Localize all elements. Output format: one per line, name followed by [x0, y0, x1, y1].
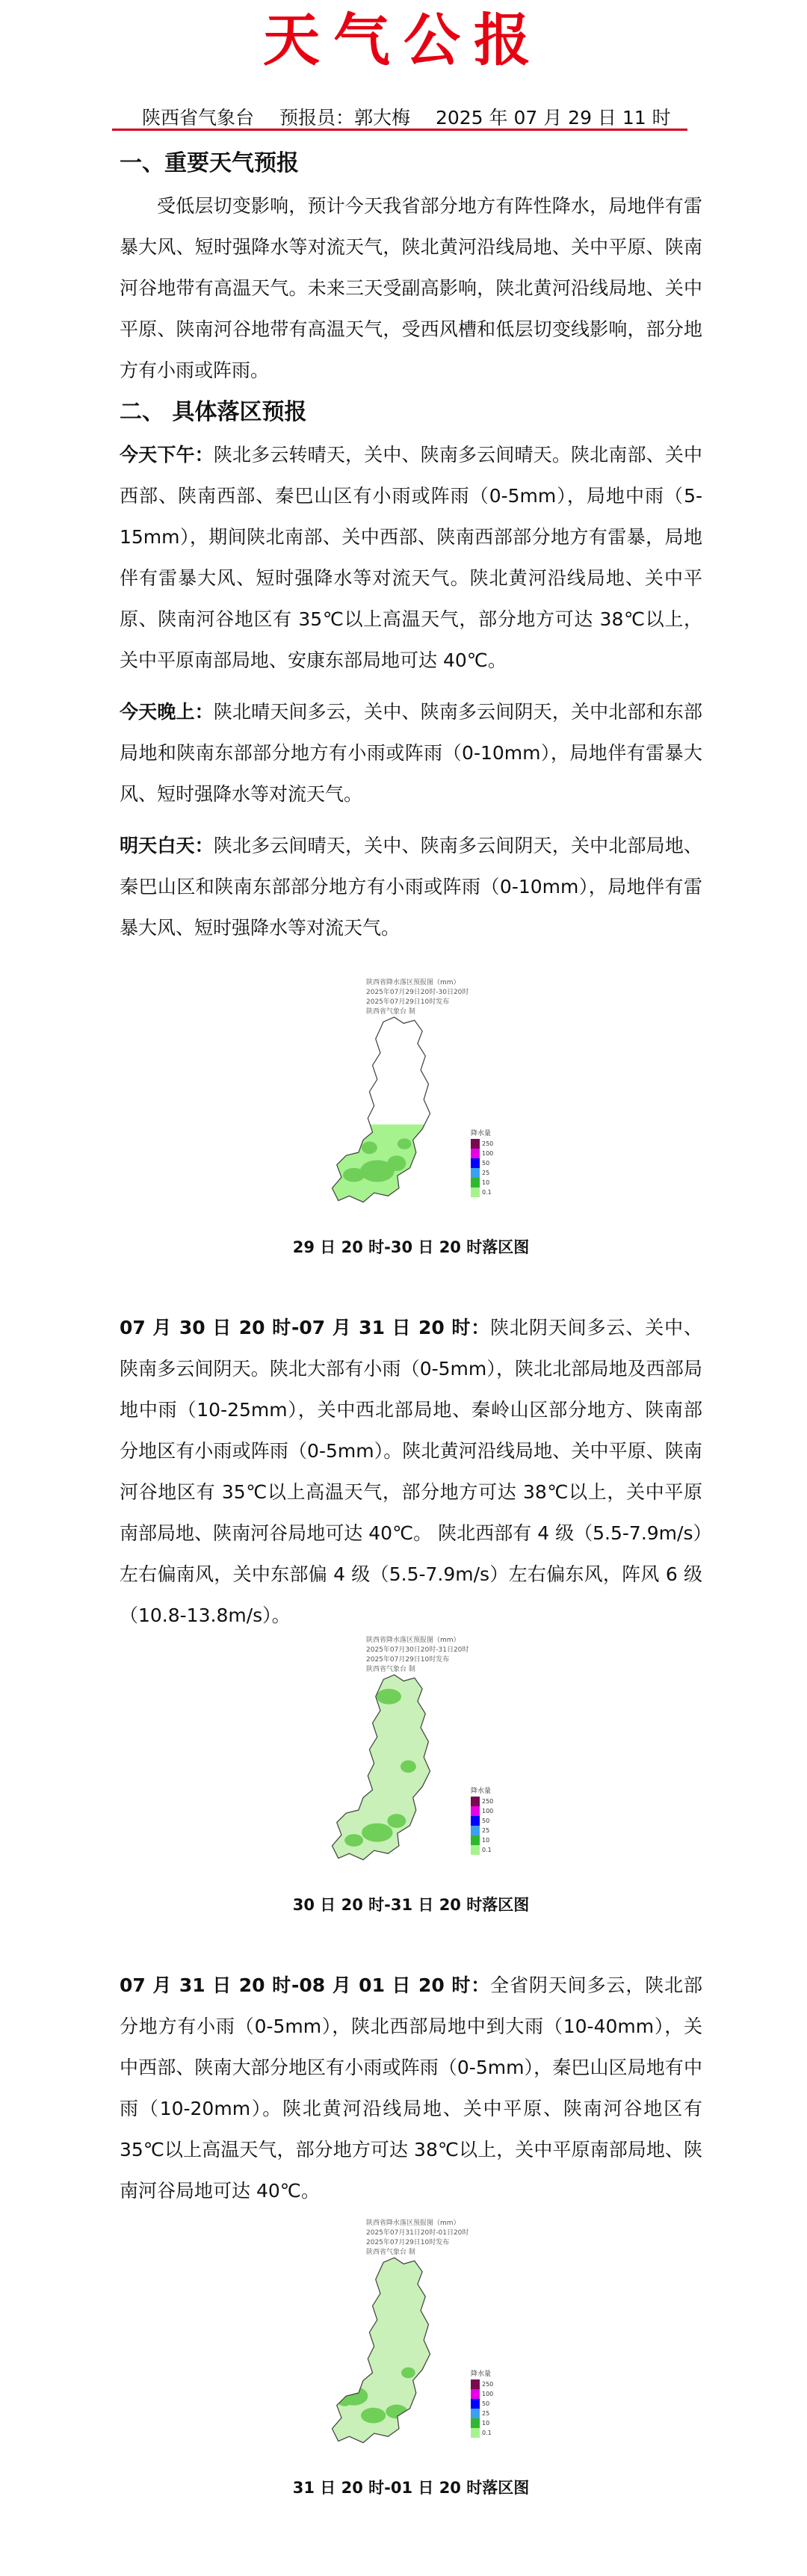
legend-label: 25: [482, 1170, 490, 1176]
legend-swatch: [471, 1168, 480, 1178]
legend-label: 250: [482, 1140, 494, 1147]
legend-swatch: [471, 2399, 480, 2409]
rain-area: [362, 1823, 393, 1842]
bulletin-content: [120, 142, 702, 2503]
map-caption-2: 30 日 20 时-31 日 20 时落区图: [292, 1896, 530, 1914]
period-lead: 今天晚上：: [120, 701, 214, 723]
legend-row: [471, 1149, 516, 1158]
period-lead: 今天下午：: [120, 444, 214, 466]
period-lead: 明天白天：: [120, 835, 214, 856]
period-text: 陕北多云转晴天，关中、陕南多云间晴天。陕北南部、关中西部、陕南西部、秦巴山区有小雨或阵雨（0-5mm），局地中雨（5-15mm），期间陕北南部、关中西部、陕南西部部分地方有雷暴，局地伴有雷暴大风、短时强降水等对流天气。陕北黄河沿线局地、关中平原、陕南河谷地区有 35℃以上高温天气，部分地方可达 38℃以上，关中平原南部局地、安康东部局地可达 40℃。: [120, 444, 702, 671]
rain-area: [377, 1689, 401, 1705]
legend-label: 25: [482, 2410, 490, 2417]
forecast-lead: 07 月 31 日 20 时-08 月 01 日 20 时：: [120, 1974, 491, 1996]
legend-label: 100: [482, 1808, 494, 1814]
map-header: [366, 2219, 486, 2258]
map-header-line: 2025年07月29日10时发布: [366, 998, 450, 1006]
legend-row: [471, 2379, 516, 2389]
map-header-line: 陕西省气象台 制: [366, 2249, 415, 2256]
legend-swatch: [471, 1158, 480, 1168]
legend-swatch: [471, 1139, 480, 1149]
legend-label: 50: [482, 1817, 490, 1824]
map-caption-1: 29 日 20 时-30 日 20 时落区图: [292, 1238, 530, 1256]
period-afternoon: [120, 434, 702, 681]
rain-area: [343, 1168, 365, 1182]
legend-label: 10: [482, 2420, 490, 2427]
legend-row: [471, 1139, 516, 1149]
period-tonight: [120, 691, 702, 815]
legend-swatch: [471, 2409, 480, 2418]
legend-swatch: [471, 1835, 480, 1845]
legend-row: [471, 1806, 516, 1816]
legend-swatch: [471, 2379, 480, 2389]
section-important-heading: 一、重要天气预报: [120, 150, 299, 176]
legend-label: 25: [482, 1827, 490, 1834]
forecast-lead: 07 月 30 日 20 时-07 月 31 日 20 时：: [120, 1317, 491, 1338]
legend-label: 0.1: [482, 1847, 492, 1853]
legend-label: 100: [482, 1150, 494, 1157]
legend-row: [471, 2418, 516, 2428]
precip-map-1: [299, 978, 523, 1232]
province-map: [321, 1673, 441, 1868]
rain-area: [387, 1814, 406, 1828]
legend-title: 降水量: [471, 1130, 492, 1137]
map-header-line: 陕西省降水落区预报图（mm）: [366, 2220, 460, 2227]
forecast-day3: [120, 1965, 702, 2211]
map-header: [366, 1636, 486, 1675]
period-text: 陕北多云间晴天，关中、陕南多云间阴天，关中北部局地、秦巴山区和陕南东部部分地方有小雨或阵雨（0-10mm），局地伴有雷暴大风、短时强降水等对流天气。: [120, 835, 702, 939]
legend-title: 降水量: [471, 2370, 492, 2378]
legend-swatch: [471, 1149, 480, 1158]
map-header-line: 陕西省气象台 制: [366, 1666, 415, 1673]
legend-row: [471, 1845, 516, 1855]
legend-row: [471, 1178, 516, 1187]
legend-label: 50: [482, 1160, 490, 1167]
legend-title: 降水量: [471, 1788, 492, 1795]
map-header-line: 陕西省降水落区预报图（mm）: [366, 1637, 460, 1644]
precip-legend: [471, 1128, 516, 1197]
legend-row: [471, 1168, 516, 1178]
legend-row: [471, 2399, 516, 2409]
map-header-line: 陕西省气象台 制: [366, 1008, 415, 1016]
period-text: 陕北晴天间多云，关中、陕南多云间阴天，关中北部和东部局地和陕南东部部分地方有小雨或阵雨（0-10mm），局地伴有雷暴大风、短时强降水等对流天气。: [120, 701, 702, 805]
legend-swatch: [471, 1845, 480, 1855]
legend-label: 10: [482, 1837, 490, 1844]
legend-row: [471, 1826, 516, 1835]
legend-row: [471, 2389, 516, 2399]
map-header-line: 2025年07月29日20时-30日20时: [366, 989, 469, 996]
map-header-line: 2025年07月30日20时-31日20时: [366, 1646, 469, 1654]
rain-area: [361, 2408, 386, 2424]
legend-label: 0.1: [482, 2430, 492, 2436]
legend-swatch: [471, 2418, 480, 2428]
section-detail-heading: 二、 具体落区预报: [120, 399, 307, 425]
legend-label: 250: [482, 2381, 494, 2388]
precip-map-3: [299, 2219, 523, 2473]
rain-area: [337, 2394, 353, 2406]
legend-swatch: [471, 1816, 480, 1826]
forecaster: 预报员：郭大梅: [279, 107, 410, 129]
forecast-text: 全省阴天间多云，陕北部分地方有小雨（0-5mm），陕北西部局地中到大雨（10-40mm），关中西部、陕南大部分地区有小雨或阵雨（0-5mm），秦巴山区局地有中雨（10-20mm）。陕北黄河沿线局地、关中平原、陕南河谷地区有 35℃以上高温天气，部分地方可达 38℃以上，关中平原南部局地、陕南河谷局地可达 40℃。: [120, 1974, 702, 2202]
rain-area: [344, 1834, 363, 1847]
legend-row: [471, 1158, 516, 1168]
map-caption-3: 31 日 20 时-01 日 20 时落区图: [292, 2479, 530, 2497]
rain-area: [387, 1155, 406, 1171]
header-rule: [112, 129, 687, 131]
forecast-text: 陕北阴天间多云、关中、陕南多云间阴天。陕北大部有小雨（0-5mm），陕北北部局地及西部局地中雨（10-25mm），关中西北部局地、秦岭山区部分地方、陕南部分地区有小雨或阵雨（0-5mm）。陕北黄河沿线局地、关中平原、陕南河谷地区有 35℃以上高温天气，部分地方可达 38℃以上，关中平原南部局地、陕南河谷局地可达 40℃。 陕北西部有 4 级（5.5-7.9m/s）左右偏南风，关中东部偏 4 级（5.5-7.9m/s）左右偏东风，阵风 6 级（10.8-13.8m/s）。: [120, 1317, 702, 1626]
issue-time: 2025 年 07 月 29 日 11 时: [435, 107, 671, 129]
map-header: [366, 978, 486, 1017]
legend-row: [471, 2409, 516, 2418]
period-tomorrow: [120, 825, 702, 948]
legend-label: 10: [482, 1179, 490, 1186]
legend-row: [471, 1797, 516, 1806]
legend-swatch: [471, 1187, 480, 1197]
rain-area-heavy: [340, 2369, 353, 2376]
legend-row: [471, 1816, 516, 1826]
rain-area: [362, 1141, 377, 1154]
legend-label: 250: [482, 1798, 494, 1805]
legend-row: [471, 1187, 516, 1197]
map-header-line: 2025年07月29日10时发布: [366, 1656, 450, 1664]
agency: 陕西省气象台: [142, 107, 255, 129]
legend-swatch: [471, 2389, 480, 2399]
legend-label: 100: [482, 2391, 494, 2397]
legend-label: 0.1: [482, 1189, 492, 1196]
legend-swatch: [471, 1806, 480, 1816]
map-header-line: 陕西省降水落区预报图（mm）: [366, 979, 460, 986]
section-important-body: 受低层切变影响，预计今天我省部分地方有阵性降水，局地伴有雷暴大风、短时强降水等对流天气，陕北黄河沿线局地、关中平原、陕南河谷地带有高温天气。未来三天受副高影响，陕北黄河沿线局地、关中平原、陕南河谷地带有高温天气，受西风槽和低层切变线影响，部分地方有小雨或阵雨。: [120, 195, 702, 381]
precip-legend: [471, 1785, 516, 1855]
precip-legend: [471, 2368, 516, 2438]
province-map: [321, 2256, 441, 2450]
legend-swatch: [471, 1178, 480, 1187]
issue-meta: [142, 103, 690, 130]
rain-area: [401, 2367, 415, 2379]
forecast-day2: [120, 1307, 702, 1636]
legend-swatch: [471, 2428, 480, 2438]
legend-swatch: [471, 1797, 480, 1806]
legend-swatch: [471, 1826, 480, 1835]
legend-label: 50: [482, 2400, 490, 2407]
province-map: [321, 1016, 441, 1210]
masthead: [0, 0, 807, 76]
rain-area: [398, 1138, 412, 1149]
rain-area: [401, 1760, 416, 1773]
precip-map-2: [299, 1636, 523, 1890]
bulletin-title: 天气公报: [263, 7, 544, 73]
map-header-line: 2025年07月31日20时-01日20时: [366, 2229, 469, 2237]
legend-row: [471, 1835, 516, 1845]
map-header-line: 2025年07月29日10时发布: [366, 2239, 450, 2246]
legend-row: [471, 2428, 516, 2438]
